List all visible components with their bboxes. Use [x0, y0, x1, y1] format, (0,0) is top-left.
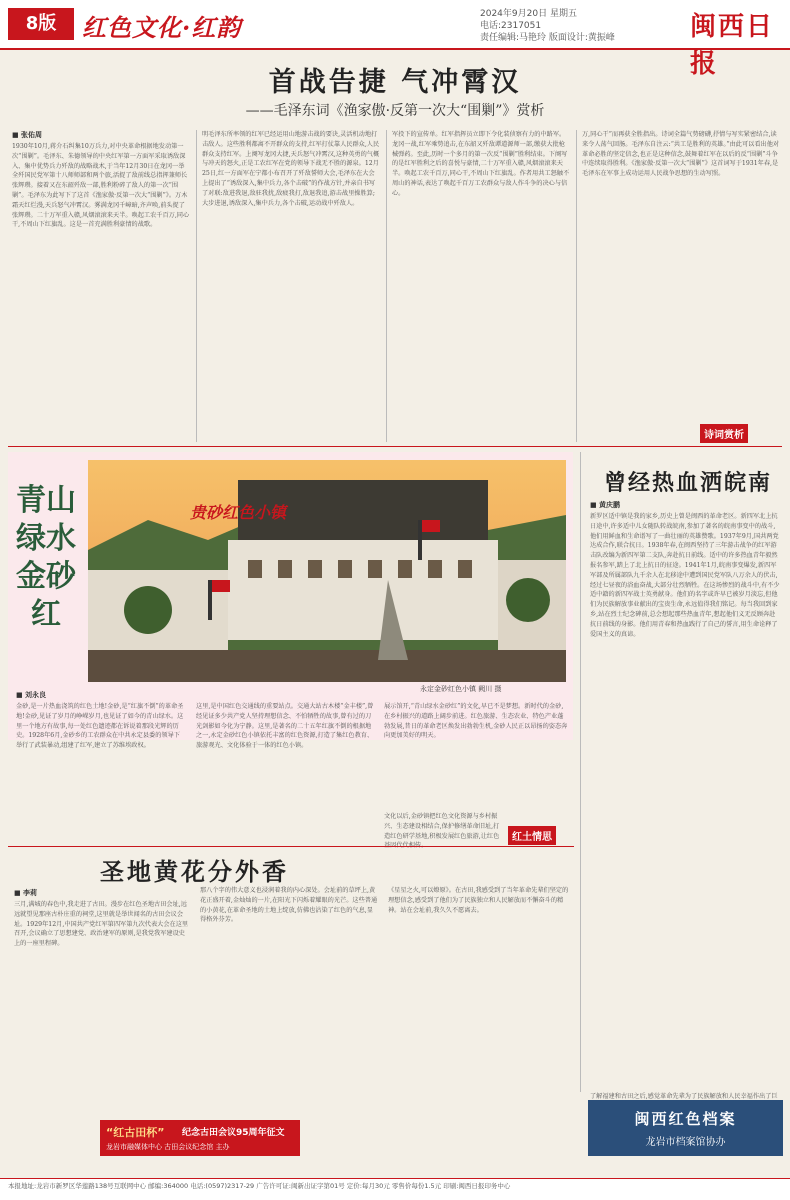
promo-organizers: 龙岩市融媒体中心 古田会议纪念馆 主办 [106, 1143, 230, 1151]
column-divider [196, 130, 197, 442]
photo-caption: 永定金砂红色小镇 阙川 摄 [420, 685, 502, 693]
photo-sign: 贵砂红色小镇 [190, 503, 287, 522]
article1-subtitle: ——毛泽东词《渔家傲·反第一次大“围剿”》赏析 [245, 103, 545, 119]
article4-author: ■ 李莉 [14, 888, 38, 897]
town-photo [88, 460, 566, 682]
article2-col4: 文化以后,金砂镇把红色文化资源与乡村振兴、生态建设相结合,保护修缮革命旧址,打造红色研学基地,积极发展红色旅游,让红色 [384, 813, 500, 840]
promo-subtitle: 纪念古田会议95周年征文 [182, 1128, 285, 1138]
edition-label: 8版 [8, 8, 74, 40]
article3-body: 新罗区适中镇是我的家乡,历史上曾是闽西的革命老区。新四军北上抗日途中,许多适中儿女随队转战皖南,参加了著名的皖南事变中的战斗,他们用鲜血和生命谱写了一曲壮丽的英雄赞歌。1937年9月,国共两党达成合作,联合抗日。1938年春,在闽西坚持了三年游击战争的红军游击队改编为新四军第二支队,奔赴抗日前线。适中的许多热血青年毅然报名参军,踏上了北上抗日的征途。1941年1月,皖南事变爆发,新四军军部及所属部队九千余人在北移途中遭到国民党军队八万余人的伏击,经过七昼夜的浴血奋战,大部分壮烈牺牲。在这场惨烈的战斗中,有不少适中籍的新四军战士英勇献身。他们的名字或许早已被岁月淡忘,但他们为民族解放事业献出的宝贵生命,永远值得我们铭记。每当我回到家乡,站在烈士纪念碑前,总会想起那些热血青年,想起他们义无反顾奔赴抗日前线的身影。他们用青春和热血践行了自己的誓言,用生命诠释了爱国主义的真谛。 [590, 513, 780, 638]
article1-title: 首战告捷 气冲霄汉 [268, 67, 522, 98]
column-divider [580, 452, 581, 1092]
section-divider [8, 446, 782, 447]
archive-org: 龙岩市档案馆协办 [645, 1137, 726, 1148]
article4-col2: 那八个字的伟大意义也浸润着我的内心深处。会址前的草坪上,黄花正盛开着,金灿灿的一片,在阳光下闪烁着耀眼的光芒。这些普通的小黄花,在革命圣地的土地上绽放,仿佛也沾染了红色的气息,显得格外芬芳。 [200, 887, 378, 924]
article1-author: ■ 张佑周 [12, 130, 43, 139]
paper-logo: 闽西日报 [690, 12, 775, 79]
article2-col1: 金砂,是一片热血浇筑的红色土地!金砂,是“红旗不倒”的革命圣地!金砂,见证了岁月的峥嵘岁月,也见证了如今的青山绿水。这里一个地方有故事,每一处红色遗迹都在诉说着那段光辉的历史。1928年6月,金砂乡的工农群众在中共永定县委的领导下举行了武装暴动,组建了红军,建立了苏维埃政权。 [16, 703, 184, 750]
article2-title: 青山绿水金砂红 [16, 483, 76, 632]
editors: 责任编辑:马艳玲 版面设计:黄振峰 [480, 33, 615, 43]
article3-author: ■ 黄庆鹏 [590, 500, 621, 509]
section-divider [8, 846, 574, 847]
article1-col3: 军投下的宣传单。红军指挥员立即下令化装侦察有力的中路军。龙冈一战,红军乘势追击,在东韶又歼敌谭道源师一部,缴获大批枪械弹药。至此,历时一个多月的第一次反“围剿”胜利结束。下阕写的是红军胜利之后的喜悦与豪情,二十万军重入赣,风烟滚滚来天半。唤起工农千百万,同心干,不周山下红旗乱。作者用共工怒触不周山的神话,表达了唤起千百万工农群众与敌人作斗争的决心与信心。 [392, 131, 570, 197]
archive-title: 闽西红色档案 [634, 1110, 737, 1128]
column-divider [386, 130, 387, 442]
essay-tag: 红土情思 [508, 826, 556, 845]
dateline [480, 8, 690, 44]
article1-col1: 1930年10月,蒋介石纠集10万兵力,对中央革命根据地发动第一次“围剿”。毛泽东、朱德领导的中央红军第一方面军采取诱敌深入、集中优势兵力歼敌的战略战术,于当年12月30日在龙冈一举全歼国民党军第十八师师部和两个旅,活捉了敌前线总指挥兼师长张辉瓒。接着又在东韶歼敌一部,胜利粉碎了敌人的第一次“围剿”。毛泽东为此写下了这首《渔家傲·反第一次大“围剿”》。万木霜天红烂漫,天兵怒气冲霄汉。雾满龙冈千嶂暗,齐声唤,前头捉了张辉瓒。二十万军重入赣,风烟滚滚来天半。唤起工农千百万,同心干,不周山下红旗乱。这是一首充满胜利豪情的战歌。 [12, 143, 190, 229]
promo-banner [100, 1120, 300, 1156]
date: 2024年9月20日 星期五 [480, 9, 577, 19]
article1-col4: 万,同心干”而再获全胜指出。诗词全篇气势磅礴,抒情与写实紧密结合,读来令人荡气回肠。毛泽东自注云:“共工是胜利的英雄。”由此可以看出他对革命必胜的坚定信念,也正是这种信念,鼓舞着红军在以后的反“围剿”斗争中连续取得胜利。《渔家傲·反第一次大“围剿”》这首词写于1931年春,是毛泽东在军事上成功运用人民战争思想的生动写照。 [582, 131, 780, 178]
archive-box [588, 1100, 783, 1156]
article2-author: ■ 刘永良 [16, 690, 47, 699]
promo-title: “红古田杯” [106, 1126, 165, 1139]
article3-title: 曾经热血洒皖南 [603, 470, 772, 496]
phone: 电话:2317051 [480, 21, 542, 31]
article2-col2: 这里,是中国红色交通线的重要站点。交通大站古木楼“金丰楼”,曾经见证多少共产党人坚持理想信念、不怕牺牲的故事,曾有过的刀光剑影如今化为宁静。这里,是著名的二十五年红旗不倒的根据地之一,永定金砂红色小镇依托丰富的红色资源,打造了集红色教育、旅游观光、文化体验于一体的红色小镇。 [196, 703, 374, 750]
footer: 本报地址:龙岩市新罗区华莲路138号互联网中心 邮编:364000 电话:(0597)2317-29 广告许可证:闽新出证字第01号 定价:每月30元 零售价每份1.5元 印刷:闽西日报印务中心 [0, 1178, 790, 1200]
poetry-tag: 诗词赏析 [700, 424, 748, 443]
article4-col4: 了解福建和古田之后,感觉革命先辈为了民族解放和人民幸福作出了巨 [590, 1093, 778, 1100]
article2-col3: 展示馆开,“青山绿水金砂红”的文化,早已不是梦想。新时代的金砂,在乡村振兴的道路上阔步前进。红色旅游、生态农业、特色产业蓬勃发展,昔日的革命老区焕发出勃勃生机,金砂人民正以昂扬的姿态奔向更加美好的明天。 [384, 703, 568, 740]
article4-col1: 三月,满城的春色中,我走进了古田。漫步在红色圣地古田会址,远远就望见那座古朴庄重的祠堂,这里就是举世闻名的古田会议会址。1929年12月,中国共产党红军第四军第九次代表大会在这里召开,会议确立了思想建党、政治建军的原则,是我党我军建设史上的一座里程碑。 [14, 901, 189, 948]
article4-title: 圣地黄花分外香 [100, 857, 289, 886]
article1-col2: 明毛泽东所率领的红军已经运用山地游击战的要诀,灵活机动地打击敌人。这些胜利都离不开群众的支持,红军打仗靠人民群众,人民群众支持红军。上阕写龙冈大捷,天兵怒气冲霄汉,这种英勇的气概与冲天的怒火,正是工农红军在党的领导下战无不胜的源泉。12月25日,红一方面军在宁都小布召开了歼敌誓师大会,毛泽东在大会上提出了“诱敌深入,集中兵力,各个击破”的作战方针,并亲自书写了对联:敌进我退,敌驻我扰,敌疲我打,敌退我追,游击战里操胜算;大步进退,诱敌深入,集中兵力,各个击破,运动战中歼敌人。 [202, 131, 380, 207]
column-divider [576, 130, 577, 442]
column-title: 红色文化·红韵 [82, 13, 242, 42]
article4-col3: 《星星之火,可以燎原》。在古田,我感受到了当年革命先辈们坚定的理想信念,感受到了他们为了民族独立和人民解放而不懈奋斗的精神。站在会址前,我久久不愿离去。 [388, 887, 569, 914]
